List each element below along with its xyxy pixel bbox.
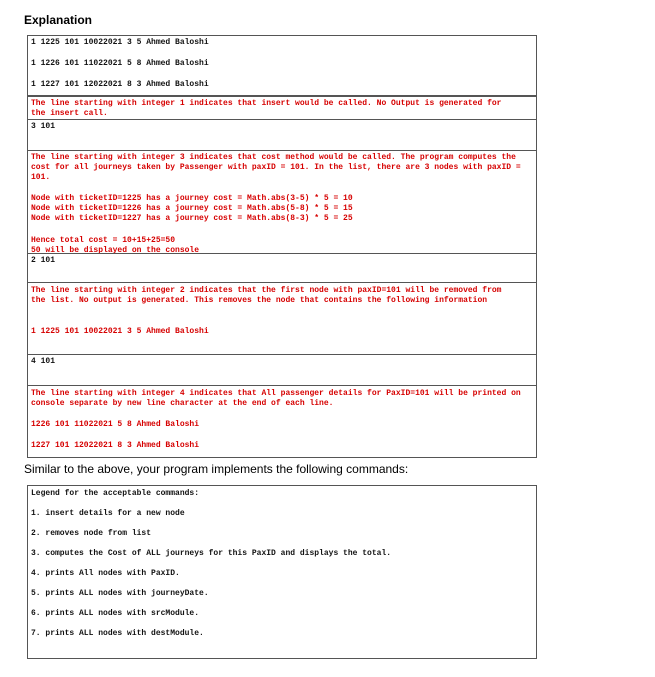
insert-explanation: The line starting with integer 1 indicates that insert would be called. No Output is generated for the insert call. — [31, 99, 507, 118]
explanation-heading: Explanation — [24, 13, 93, 27]
command-4-line: 4 101 — [31, 357, 56, 366]
legend-item: 1. insert details for a new node — [31, 509, 185, 518]
printed-node-line: 1226 101 11022021 5 8 Ahmed Baloshi — [31, 420, 200, 429]
remove-explanation-box — [27, 282, 537, 355]
input-line: 1 1227 101 12022021 8 3 Ahmed Baloshi — [31, 80, 209, 89]
input-line: 1 1225 101 10022021 3 5 Ahmed Baloshi — [31, 38, 209, 47]
printed-node-line: 1227 101 12022021 8 3 Ahmed Baloshi — [31, 441, 200, 450]
insert-explanation-box — [27, 96, 537, 120]
legend-item: 3. computes the Cost of ALL journeys for this PaxID and displays the total. — [31, 549, 392, 558]
cost-node-line: Node with ticketID=1226 has a journey cost = Math.abs(5-8) * 5 = 15 — [31, 204, 353, 213]
cost-node-line: Node with ticketID=1225 has a journey cost = Math.abs(3-5) * 5 = 10 — [31, 194, 353, 203]
legend-box — [27, 485, 537, 659]
display-line: 50 will be displayed on the console — [31, 246, 200, 254]
print-explanation-box — [27, 385, 537, 458]
input-lines-box — [27, 35, 537, 96]
command-3-box — [27, 119, 537, 151]
total-cost-line: Hence total cost = 10+15+25=50 — [31, 236, 176, 245]
command-2-line: 2 101 — [31, 256, 56, 265]
legend-item: 6. prints ALL nodes with srcModule. — [31, 609, 200, 618]
command-4-box — [27, 354, 537, 386]
similar-sentence: Similar to the above, your program implements the following commands: — [24, 462, 409, 476]
remove-explanation: The line starting with integer 2 indicates that the first node with paxID=101 will be removed from the list. No output is generated. This removes the node that contains the following information — [31, 286, 507, 305]
legend-title: Legend for the acceptable commands: — [31, 489, 200, 498]
command-3-line: 3 101 — [31, 122, 56, 131]
legend-item: 5. prints ALL nodes with journeyDate. — [31, 589, 209, 598]
print-explanation: The line starting with integer 4 indicates that All passenger details for PaxID=101 will be printed on console separate by new line character at the end of each line. — [31, 389, 526, 408]
cost-explanation-box — [27, 150, 537, 254]
cost-explanation: The line starting with integer 3 indicates that cost method would be called. The program computes the cost for all journeys taken by Passenger with paxID = 101. In the list, there are 3 nodes with paxID = 101. — [31, 153, 526, 182]
removed-node-line: 1 1225 101 10022021 3 5 Ahmed Baloshi — [31, 327, 209, 336]
legend-item: 7. prints ALL nodes with destModule. — [31, 629, 204, 638]
command-2-box — [27, 253, 537, 283]
cost-node-line: Node with ticketID=1227 has a journey cost = Math.abs(8-3) * 5 = 25 — [31, 214, 353, 223]
legend-item: 4. prints All nodes with PaxID. — [31, 569, 180, 578]
input-line: 1 1226 101 11022021 5 8 Ahmed Baloshi — [31, 59, 209, 68]
legend-item: 2. removes node from list — [31, 529, 152, 538]
